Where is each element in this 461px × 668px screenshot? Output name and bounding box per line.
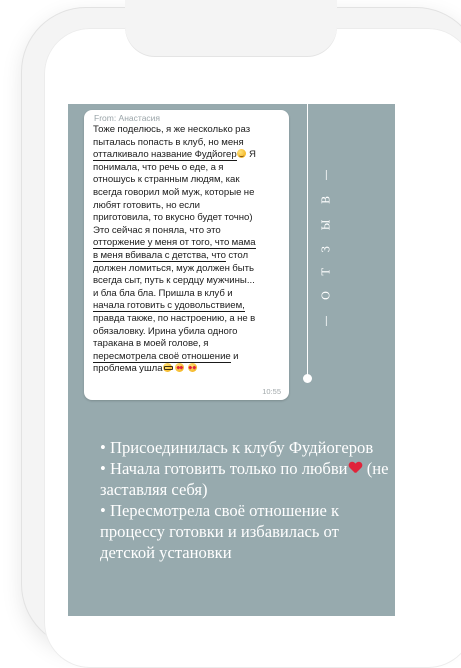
message-sender: From: Анастасия [94, 113, 161, 123]
underlined-text: пересмотрела своё отношение [93, 350, 231, 362]
vertical-divider-line [307, 104, 308, 378]
underlined-text: отторжение у меня от того, что мама [93, 237, 256, 249]
message-line: всегда сыт, путь к сердцу мужчины... [93, 275, 255, 287]
summary-item: • Присоединилась к клубу Фудйогеров [100, 438, 374, 457]
message-line: Это сейчас я поняла, что это [93, 224, 221, 236]
phone-notch [125, 0, 337, 56]
message-line: отношусь к странным людям, как [93, 174, 240, 186]
message-line [93, 237, 285, 250]
message-line: проблема ушла [93, 363, 285, 376]
message-line: всегда говорил мой муж, которые не [93, 186, 255, 198]
message-line: отталкивало название Фудйогер Я [93, 149, 256, 161]
message-time: 10:55 [262, 387, 281, 396]
blush-emoji-icon [237, 149, 246, 158]
summary-item: • Пересмотрела своё отношение к процессу готовки и избавилась от детской установки [100, 501, 340, 562]
message-line: любят готовить, но если [93, 199, 201, 211]
message-line: Тоже поделюсь, я же несколько раз [93, 124, 251, 135]
underlined-text: в меня вбивала с детства, что [93, 249, 226, 261]
message-line: приготовила, то вкусно будет точно) [93, 212, 253, 224]
review-side-label: — О Т З Ы В — [319, 163, 333, 327]
underlined-text: начала готовить с удовольствием, [93, 300, 245, 312]
summary-item: • Начала готовить только по любви (не заставляя себя) [100, 459, 389, 499]
glasses-emoji-icon [163, 363, 172, 372]
message-line: правда также, по настроению, а не в [93, 312, 256, 324]
message-line: и бла бла бла. Пришла в клуб и [93, 287, 233, 299]
divider-dot [303, 374, 312, 383]
message-line [93, 300, 285, 313]
heart-icon [349, 462, 362, 475]
message-line: пересмотрела своё отношение и [93, 350, 239, 362]
chat-message-bubble [84, 110, 289, 400]
message-line: пыталась попасть в клуб, но меня [93, 136, 244, 148]
message-line: таракана в моей голове, я [93, 338, 209, 350]
message-line: обязаловку. Ирина убила одного [93, 325, 238, 337]
review-summary [100, 437, 390, 563]
heart-eyes-emoji-icon [175, 363, 184, 372]
message-text [93, 124, 285, 376]
message-line: в меня вбивала с детства, что стол [93, 249, 249, 261]
message-line: понимала, что речь о еде, а я [93, 161, 224, 173]
heart-eyes-emoji-icon [188, 363, 197, 372]
message-line: должен ломиться, муж должен быть [93, 262, 255, 274]
underlined-text: отталкивало название Фудйогер [93, 149, 237, 161]
